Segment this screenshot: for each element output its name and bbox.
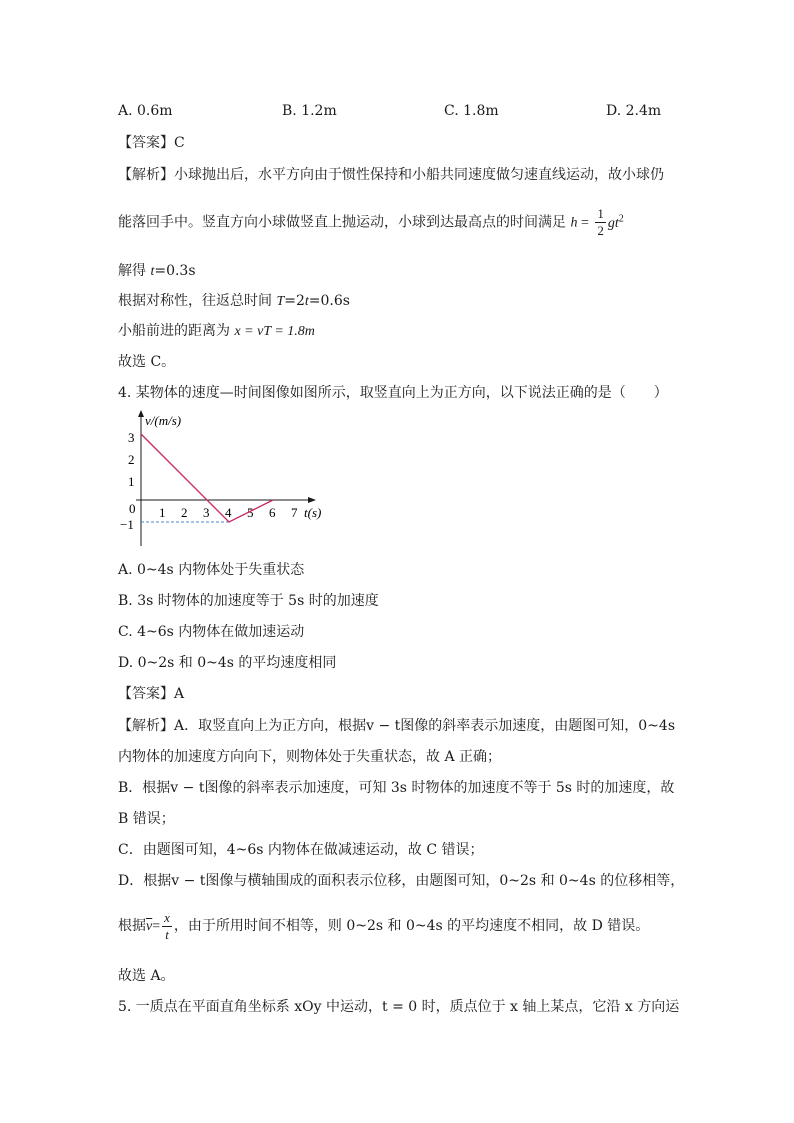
x-axis-arrow <box>308 497 316 503</box>
x-axis-label: t(s) <box>304 505 322 520</box>
answer-value: A <box>174 686 185 702</box>
q4-analysis-c: C．由题图可知，4~6s 内物体在做减速运动，故 C 错误； <box>118 842 484 858</box>
x-tick-label: 6 <box>269 505 276 520</box>
q3-solve: 解得 t=0.3s <box>118 263 196 279</box>
q4-analysis-d-line-2: 根据$\overline{v}=$ $\frac{x}{t}$ ，由于所用时间不相等，则 0~2s 和 0~4s 的平均速度不相同，故 D 错误。 <box>118 909 650 942</box>
q3-option-b: B. 1.2m <box>282 103 337 119</box>
x-tick-label: 5 <box>247 505 254 520</box>
q4-analysis-a-line-1 <box>118 717 675 735</box>
q3-symmetry: 根据对称性，往返总时间 T=2t=0.6s <box>118 293 350 309</box>
y-tick-label: 3 <box>128 430 135 445</box>
analysis-text: 小球抛出后，水平方向由于惯性保持和小船共同速度做匀速直线运动，故小球仍 <box>174 167 664 183</box>
q4-answer <box>118 685 184 703</box>
velocity-fraction: $\frac{x}{t}$ <box>164 909 170 942</box>
q4-analysis-b-line-1: B．根据v − t图像的斜率表示加速度，可知 3s 时物体的加速度不等于 5s 时的加速度，故 <box>118 780 675 796</box>
x-tick-label: 7 <box>291 505 298 520</box>
formula-h: h = <box>570 215 589 231</box>
x-tick-label: 1 <box>159 505 166 520</box>
q3-distance: 小船前进的距离为 x = vT = 1.8m <box>118 323 315 339</box>
x-tick-label: 2 <box>181 505 188 520</box>
analysis-tag: 【解析】 <box>118 718 174 734</box>
x-tick-label: 4 <box>225 505 232 520</box>
y-axis-label: v/(m/s) <box>145 413 182 428</box>
y-tick-label: 1 <box>128 474 135 489</box>
q3-conclusion: 故选 C。 <box>118 354 176 370</box>
q4-option-d: D. 0~2s 和 0~4s 的平均速度相同 <box>118 655 337 671</box>
analysis-text: A．取竖直向上为正方向，根据v − t图像的斜率表示加速度，由题图可知，0~4s <box>174 718 676 734</box>
formula-fraction: $\frac{1}{2}$ <box>597 206 604 239</box>
y-tick-label: 2 <box>128 452 135 467</box>
q4-analysis-b-line-2: B 错误； <box>118 811 175 827</box>
formula-gt2: $gt^2$ <box>607 213 624 231</box>
q4-option-b: B. 3s 时物体的加速度等于 5s 时的加速度 <box>118 593 379 609</box>
q4-analysis-a-line-2: 内物体的加速度方向向下，则物体处于失重状态，故 A 正确； <box>118 749 502 765</box>
q3-answer <box>118 134 185 152</box>
q3-option-d: D. 2.4m <box>606 103 662 119</box>
y-axis-arrow <box>138 410 144 417</box>
q4-conclusion: 故选 A。 <box>118 968 175 984</box>
q4-stem: 4. 某物体的速度—时间图像如图所示，取竖直向上为正方向，以下说法正确的是（ ） <box>118 385 668 401</box>
analysis-text: 能落回手中。竖直方向小球做竖直上抛运动，小球到达最高点的时间满足 <box>118 214 566 231</box>
q3-analysis-line-2 <box>118 202 624 241</box>
q5-stem: 5. 一质点在平面直角坐标系 xOy 中运动，t = 0 时，质点位于 x 轴上某点，它沿 x 方向运 <box>118 999 680 1015</box>
y-tick-label: −1 <box>120 517 134 532</box>
x-tick-label: 3 <box>203 505 210 520</box>
q3-analysis-line-1 <box>118 166 664 184</box>
q3-option-a: A. 0.6m <box>118 103 173 119</box>
q4-option-a: A. 0~4s 内物体处于失重状态 <box>118 562 305 578</box>
answer-value: C <box>174 135 185 151</box>
velocity-time-graph <box>118 408 338 550</box>
answer-tag: 【答案】 <box>118 686 174 702</box>
answer-tag: 【答案】 <box>118 135 174 151</box>
origin-label: 0 <box>129 501 136 516</box>
q4-option-c: C. 4~6s 内物体在做加速运动 <box>118 624 305 640</box>
q3-option-c: C. 1.8m <box>444 103 499 119</box>
q4-analysis-d-line-1: D．根据v − t图像与横轴围成的面积表示位移，由题图可知，0~2s 和 0~4s 的位移相等， <box>118 873 685 889</box>
analysis-tag: 【解析】 <box>118 167 174 183</box>
